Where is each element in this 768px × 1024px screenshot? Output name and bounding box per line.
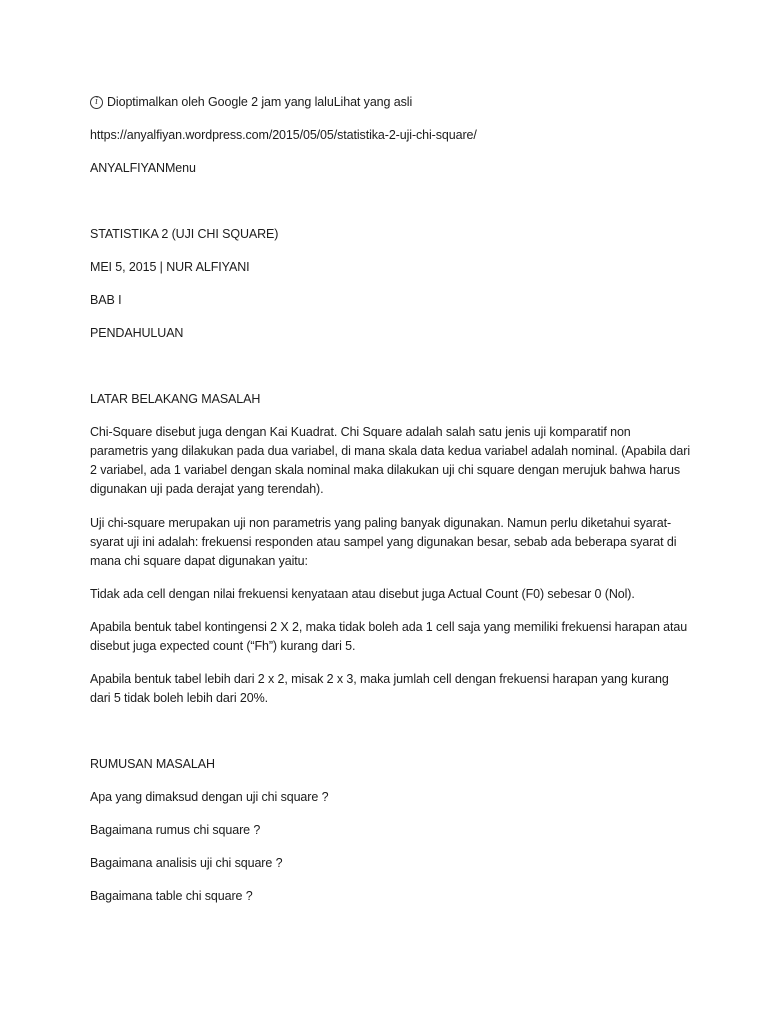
- list-item: Bagaimana table chi square ?: [90, 889, 253, 903]
- list-item: Bagaimana rumus chi square ?: [90, 823, 261, 837]
- article-meta: MEI 5, 2015 | NUR ALFIYANI: [90, 260, 250, 274]
- section-heading-rumusan: RUMUSAN MASALAH: [90, 757, 215, 771]
- source-url[interactable]: [90, 126, 690, 145]
- section-heading-latar: LATAR BELAKANG MASALAH: [90, 392, 261, 406]
- view-original-link[interactable]: Lihat yang asli: [333, 95, 413, 109]
- paragraph: Tidak ada cell dengan nilai frekuensi kenyataan atau disebut juga Actual Count (F0) sebesar 0 (Nol).: [90, 587, 635, 601]
- document-page: [90, 93, 690, 906]
- paragraph: Apabila bentuk tabel lebih dari 2 x 2, misak 2 x 3, maka jumlah cell dengan frekuensi harapan yang kurang dari 5 tidak boleh lebih dari 20%.: [90, 672, 669, 705]
- list-item: Bagaimana analisis uji chi square ?: [90, 856, 283, 870]
- paragraph: Chi-Square disebut juga dengan Kai Kuadrat. Chi Square adalah salah satu jenis uji komparatif non parametris yang dilakukan pada dua variabel, di mana skala data kedua variabel adalah nominal. (Apabila dari 2 variabel, ada 1 variabel dengan skala nominal maka dilakukan uji chi square dengan merujuk bahwa harus digunakan uji pada derajat yang terendah).: [90, 425, 690, 496]
- chapter-title: PENDAHULUAN: [90, 326, 184, 340]
- chapter-label: BAB I: [90, 293, 122, 307]
- site-header: [90, 159, 690, 178]
- list-item: Apa yang dimaksud dengan uji chi square ?: [90, 790, 329, 804]
- optimized-notice-text: Dioptimalkan oleh Google 2 jam yang lalu: [107, 95, 334, 109]
- menu-button[interactable]: Menu: [164, 161, 196, 175]
- optimized-notice: [90, 93, 690, 112]
- info-icon: i: [90, 96, 103, 109]
- article-title: STATISTIKA 2 (UJI CHI SQUARE): [90, 227, 279, 241]
- paragraph: Uji chi-square merupakan uji non parametris yang paling banyak digunakan. Namun perlu diketahui syarat-syarat uji ini adalah: frekuensi responden atau sampel yang digunakan besar, sebab ada beberapa syarat di mana chi square dapat digunakan yaitu:: [90, 516, 677, 568]
- paragraph: Apabila bentuk tabel kontingensi 2 X 2, maka tidak boleh ada 1 cell saja yang memiliki frekuensi harapan atau disebut juga expected count (“Fh”) kurang dari 5.: [90, 620, 688, 653]
- site-name[interactable]: ANYALFIYAN: [90, 161, 165, 175]
- source-url-link[interactable]: https://anyalfiyan.wordpress.com/2015/05/05/statistika-2-uji-chi-square/: [90, 128, 477, 142]
